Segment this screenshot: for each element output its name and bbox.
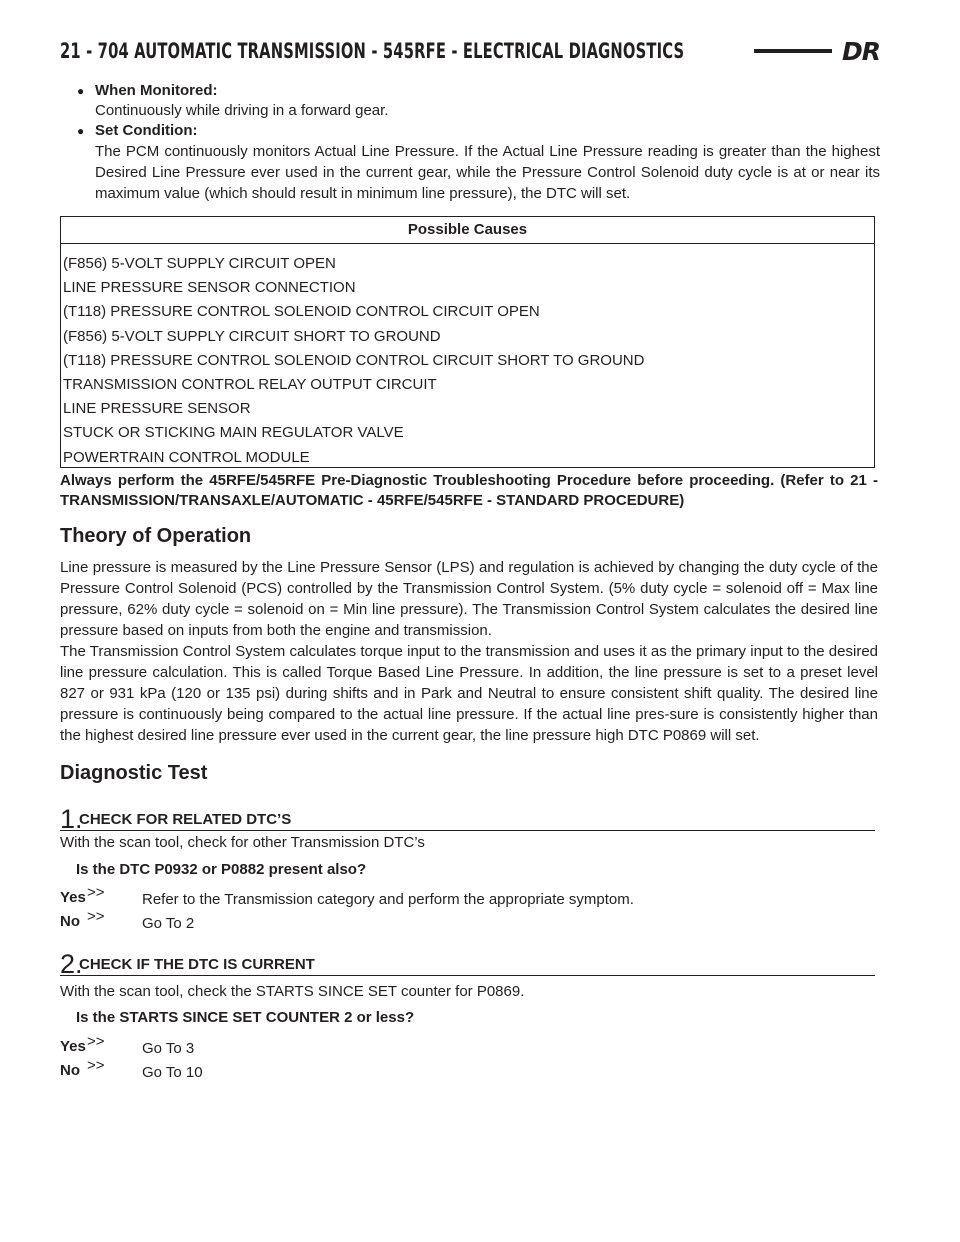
cause-item: (F856) 5-VOLT SUPPLY CIRCUIT SHORT TO GROUND [63, 327, 441, 345]
cause-item: LINE PRESSURE SENSOR CONNECTION [63, 279, 356, 297]
header-rule [754, 49, 832, 53]
arrow-icon: >> [87, 908, 105, 925]
set-condition-text: The PCM continuously monitors Actual Line Pressure. If the Actual Line Pressure reading is greater than the highest Desired Line Pressure ever used in the current gear, while the Pressure Control Solenoid duty cycle is at or near its maximum value (which should result in minimum line pressure), the DTC will set. [95, 143, 880, 202]
yes-label: Yes [60, 889, 86, 906]
arrow-icon: >> [87, 884, 105, 901]
arrow-icon: >> [87, 1057, 105, 1074]
possible-causes-header: Possible Causes [61, 217, 874, 244]
page-header [60, 38, 880, 64]
step-2-question: Is the STARTS SINCE SET COUNTER 2 or less? [76, 1009, 415, 1026]
step-1-instruction: With the scan tool, check for other Transmission DTC’s [60, 834, 425, 851]
when-monitored-label: When Monitored: [95, 82, 218, 99]
cause-item: (T118) PRESSURE CONTROL SOLENOID CONTROL CIRCUIT OPEN [63, 303, 540, 321]
arrow-icon: >> [87, 1033, 105, 1050]
cause-item: (T118) PRESSURE CONTROL SOLENOID CONTROL CIRCUIT SHORT TO GROUND [63, 351, 645, 369]
when-monitored-item [77, 81, 880, 121]
possible-causes-list [61, 244, 874, 470]
step-1-title: CHECK FOR RELATED DTC’S [79, 811, 292, 828]
set-condition-label: Set Condition: [95, 122, 198, 139]
model-code-logo: DR [841, 37, 880, 66]
step-1-header [60, 804, 875, 834]
step-2-number: 2. [60, 949, 83, 979]
possible-causes-table [60, 216, 875, 468]
cause-item: STUCK OR STICKING MAIN REGULATOR VALVE [63, 424, 404, 442]
step-2-no [60, 1057, 203, 1081]
when-monitored-text: Continuously while driving in a forward gear. [95, 102, 389, 119]
step-1-yes [60, 884, 634, 908]
step-1-question: Is the DTC P0932 or P0882 present also? [76, 861, 367, 878]
theory-paragraph-1: Line pressure is measured by the Line Pressure Sensor (LPS) and regulation is achieved by changing the duty cycle of the Pressure Control Solenoid (PCS) controlled by the Transmission Control System. (5% duty cycle = solenoid off = Max line pressure, 62% duty cycle = solenoid on = Min line pressure). The Transmission Control System calculates the desired line pressure based on inputs from both the engine and transmission. [60, 559, 878, 639]
step-2-no-action: Go To 10 [142, 1064, 203, 1081]
step-1-no-action: Go To 2 [142, 915, 195, 932]
page-header-title: 21 - 704 AUTOMATIC TRANSMISSION - 545RFE - ELECTRICAL DIAGNOSTICS [60, 39, 685, 63]
bullet-icon: ● [77, 84, 85, 98]
theory-paragraph-2: The Transmission Control System calculates torque input to the transmission and uses it as the primary input to the desired line pressure calculation. This is called Torque Based Line Pressure. In addition, the line pressure is set to a preset level 827 or 931 kPa (120 or 135 psi) during shifts and in Park and Neutral to ensure consistent shift quality. The desired line pressure is continuously being compared to the actual line pressure. If the actual line pres-sure is consistently higher than the highest desired line pressure ever used in the current gear, the line pressure high DTC P0869 will set. [60, 643, 878, 744]
diagnostic-heading: Diagnostic Test [60, 762, 208, 784]
step-2-title: CHECK IF THE DTC IS CURRENT [79, 956, 315, 973]
step-2-yes [60, 1033, 195, 1057]
step-1-number: 1. [60, 804, 83, 834]
yes-label: Yes [60, 1038, 86, 1055]
no-label: No [60, 1062, 80, 1079]
theory-heading: Theory of Operation [60, 525, 252, 547]
pre-diagnostic-note: Always perform the 45RFE/545RFE Pre-Diagnostic Troubleshooting Procedure before proceeding. (Refer to 21 - TRANSMISSION/TRANSAXLE/AUTOMATIC - 45RFE/545RFE - STANDARD PROCEDURE) [60, 472, 878, 509]
cause-item: (F856) 5-VOLT SUPPLY CIRCUIT OPEN [63, 255, 336, 272]
step-1-yes-action: Refer to the Transmission category and perform the appropriate symptom. [142, 891, 634, 908]
step-2-header [60, 949, 875, 979]
step-2-yes-action: Go To 3 [142, 1040, 195, 1057]
set-condition-item [77, 121, 880, 204]
no-label: No [60, 913, 80, 930]
cause-item: TRANSMISSION CONTROL RELAY OUTPUT CIRCUIT [63, 376, 437, 394]
step-1-no [60, 908, 195, 932]
bullet-icon: ● [77, 124, 85, 138]
cause-item: LINE PRESSURE SENSOR [63, 400, 251, 418]
step-2-instruction: With the scan tool, check the STARTS SINCE SET counter for P0869. [60, 983, 525, 1000]
cause-item: POWERTRAIN CONTROL MODULE [63, 448, 310, 466]
